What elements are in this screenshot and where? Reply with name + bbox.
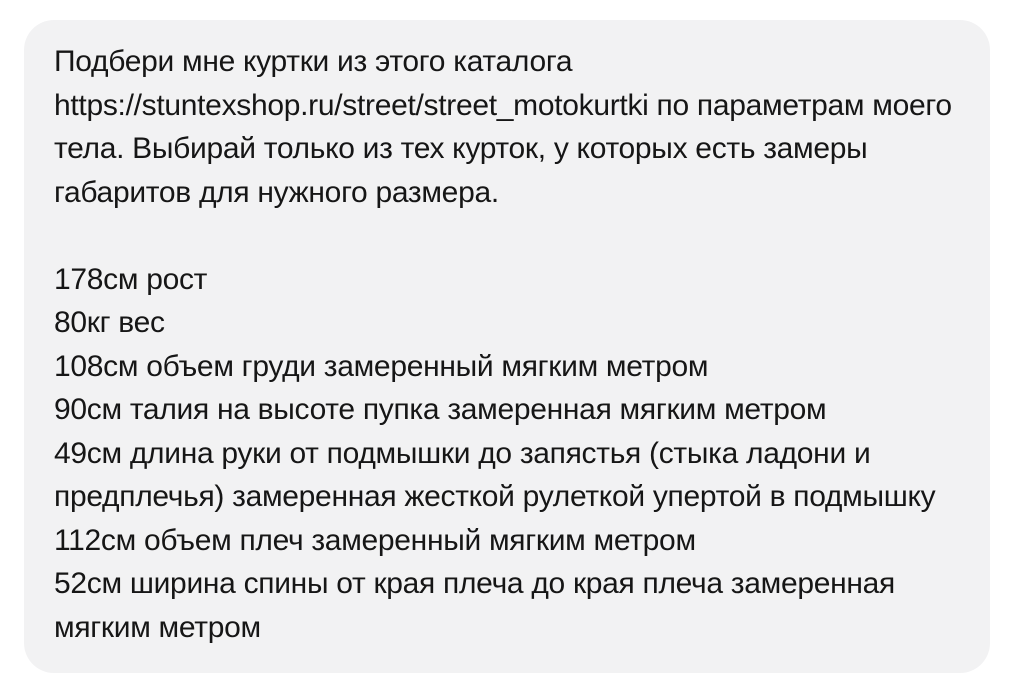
measurement-chest: 108см объем груди замеренный мягким метром bbox=[54, 349, 709, 383]
message-intro-text: Подбери мне куртки из этого каталога https://stuntexshop.ru/street/street_motokurtki по параметрам моего тела. Выбирай только из тех курток, у которых есть замеры габаритов для нужного размера. bbox=[54, 45, 952, 209]
measurement-arm-length: 49см длина руки от подмышки до запястья (стыка ладони и предплечья) замеренная жесткой рулеткой упертой в подмышку bbox=[54, 436, 936, 513]
measurement-waist: 90см талия на высоте пупка замеренная мягким метром bbox=[54, 393, 827, 426]
measurement-shoulder-girth: 112см объем плеч замеренный мягким метром bbox=[54, 523, 696, 557]
measurements-list bbox=[54, 258, 960, 650]
paragraph-spacer bbox=[54, 214, 960, 258]
measurement-back-width: 52см ширина спины от края плеча до края плеча замеренная мягким метром bbox=[54, 567, 895, 644]
user-message-bubble bbox=[24, 20, 990, 673]
measurement-weight: 80кг вес bbox=[54, 306, 165, 339]
measurement-height: 178см рост bbox=[54, 262, 208, 296]
